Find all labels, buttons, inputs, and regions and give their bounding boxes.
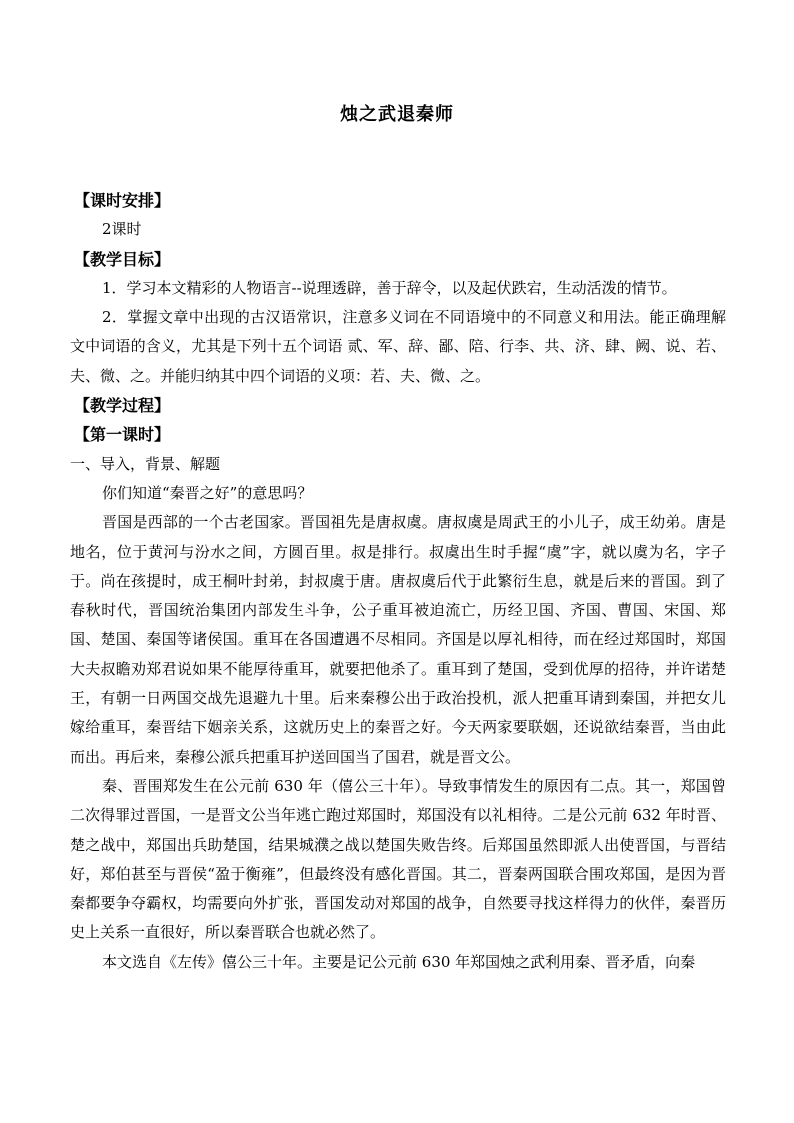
paragraph-2: 秦、晋围郑发生在公元前 630 年（僖公三十年）。导致事情发生的原因有二点。其一，郑国曾二次得罪过晋国，一是晋文公当年逃亡跑过郑国时，郑国没有以礼相待。二是公元前 632 年时晋、楚之战中，郑国出兵助楚国，结果城濮之战以楚国失败告终。后郑国虽然即派人出使晋国，与晋结好，郑伯甚至与晋侯“盈于衡雍”，但最终没有感化晋国。其二，晋秦两国联合围攻郑国，是因为晋秦都要争夺霸权，均需要向外扩张，晋国发动对郑国的战争，自然要寻找这样得力的伙伴，秦晋历史上关系一直很好，所以秦晋联合也就必然了。 [70,776,726,942]
goals-heading: 【教学目标】 [74,249,171,269]
page-title: 烛之武退秦师 [340,104,454,125]
part1-heading: 一、导入，背景、解题 [70,454,221,473]
schedule-text: 2课时 [102,220,142,239]
paragraph-3: 本文选自《左传》僖公三十年。主要是记公元前 630 年郑国烛之武利用秦、晋矛盾，向秦 [102,952,696,971]
paragraph-1: 晋国是西部的一个古老国家。晋国祖先是唐叔虞。唐叔虞是周武王的小儿子，成王幼弟。唐是地名，位于黄河与汾水之间，方圆百里。叔是排行。叔虞出生时手握“虞”字，就以虞为名，字子于。尚在孩提时，成王桐叶封弟，封叔虞于唐。唐叔虞后代于此繁衍生息，就是后来的晋国。到了春秋时代，晋国统治集团内部发生斗争，公子重耳被迫流亡，历经卫国、齐国、曹国、宋国、郑国、楚国、秦国等诸侯国。重耳在各国遭遇不尽相同。齐国是以厚礼相待，而在经过郑国时，郑国大夫叔瞻劝郑君说如果不能厚待重耳，就要把他杀了。重耳到了楚国，受到优厚的招待，并许诺楚王，有朝一日两国交战先退避九十里。后来秦穆公出于政治投机，派人把重耳请到秦国，并把女儿嫁给重耳，秦晋结下姻亲关系，这就历史上的秦晋之好。今天两家要联姻，还说欲结秦晋，当由此而出。再后来，秦穆公派兵把重耳护送回国当了国君，就是晋文公。 [70,513,726,766]
document-body [70,186,726,977]
question-line: 你们知道“秦晋之好”的意思吗？ [102,483,313,502]
process-heading: 【教学过程】 [74,396,171,416]
goal-1: 1．学习本文精彩的人物语言--说理透辟，善于辞令，以及起伏跌宕，生动活泼的情节。 [102,278,677,297]
goal-2: 2．掌握文章中出现的古汉语常识，注意多义词在不同语境中的不同意义和用法。能正确理解文中词语的含义，尤其是下列十五个词语 贰、军、辞、鄙、陪、行李、共、济、肆、阙、说、若、夫、微、之。并能归纳其中四个词语的义项：若、夫、微、之。 [70,308,726,385]
schedule-heading: 【课时安排】 [74,191,171,210]
lesson1-heading: 【第一课时】 [74,425,171,445]
